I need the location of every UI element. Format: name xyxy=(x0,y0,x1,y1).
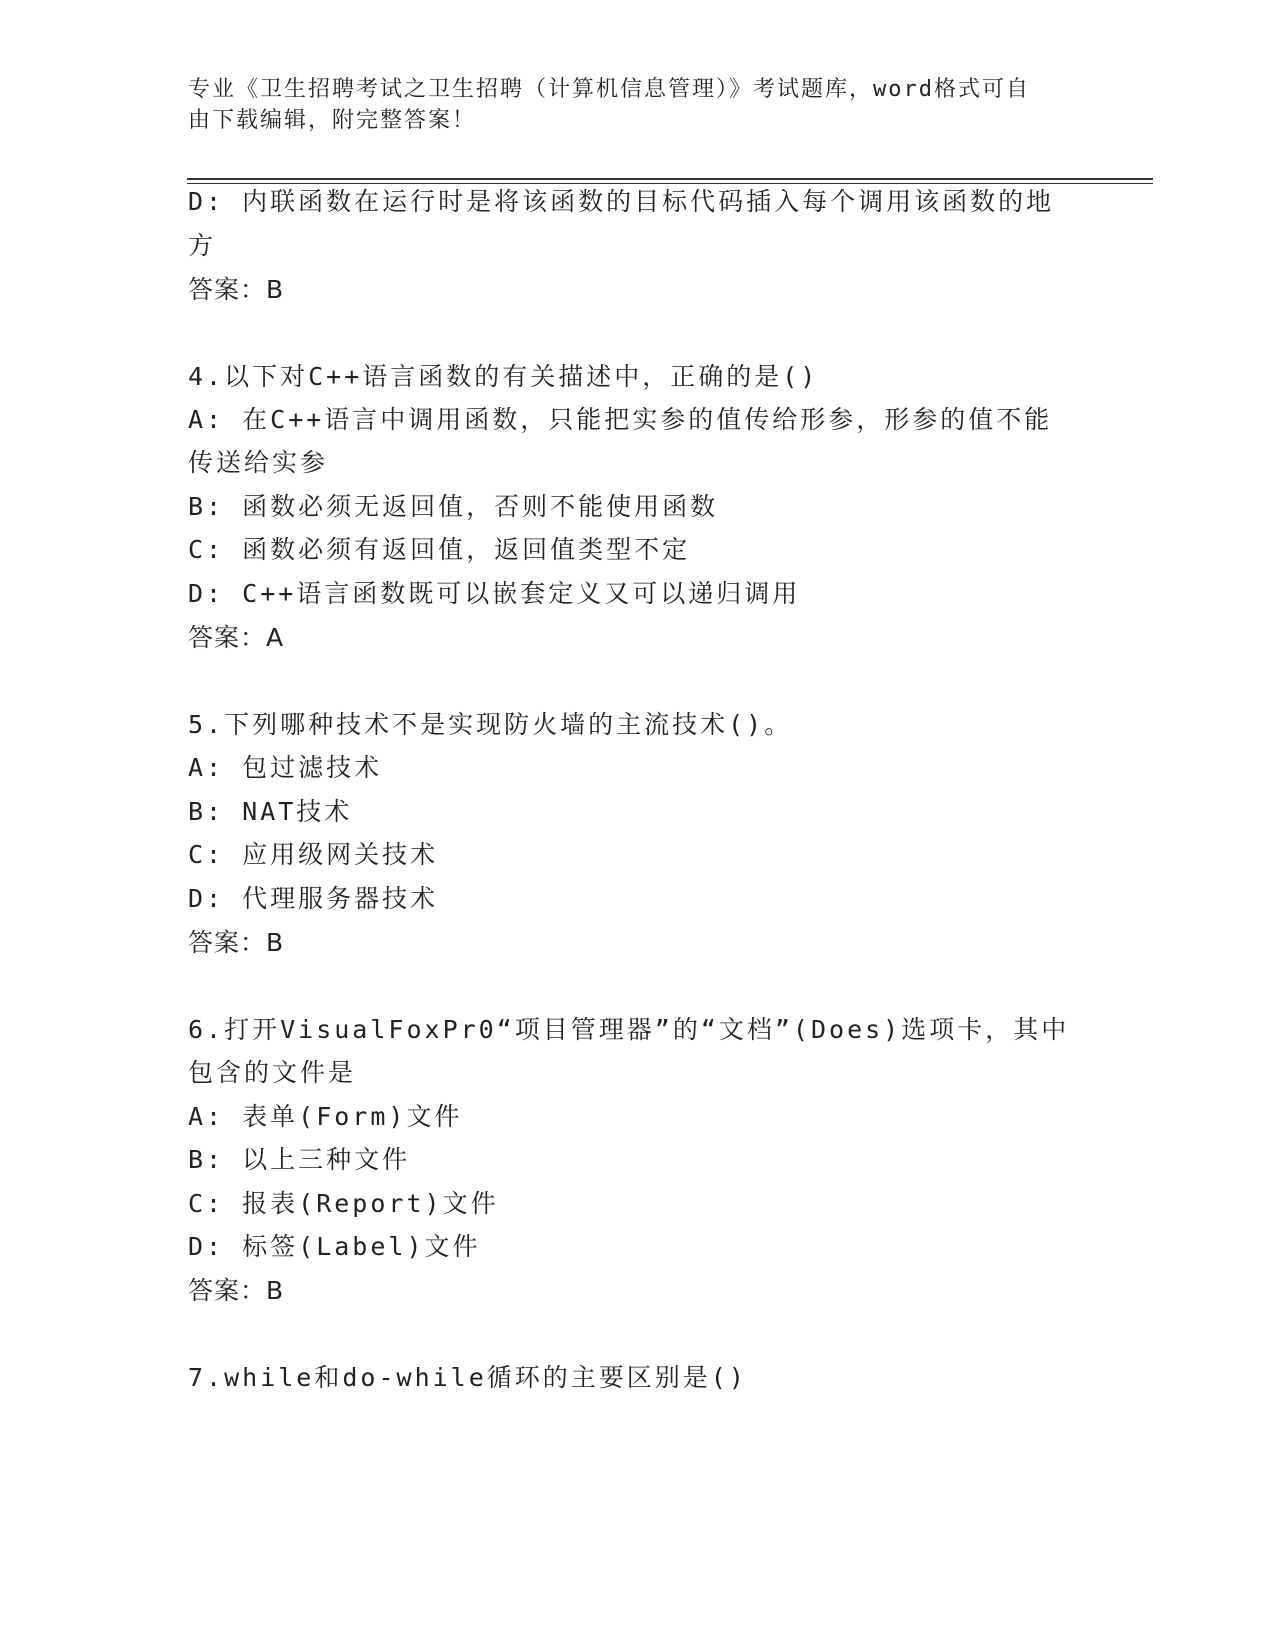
q6-stem-line-1: 6.打开VisualFoxPr0“项目管理器”的“文档”(Does)选项卡，其中 xyxy=(188,1015,1070,1044)
q4-option-a-line-2: 传送给实参 xyxy=(188,448,329,477)
q5-option-c: C: 应用级网关技术 xyxy=(188,840,439,869)
q6-option-a: A: 表单(Form)文件 xyxy=(188,1102,463,1131)
q7-stem: 7.while和do-while循环的主要区别是() xyxy=(188,1363,747,1392)
q3-option-d-line-2: 方 xyxy=(188,231,217,260)
header-rule-thick xyxy=(187,178,1153,180)
header-line-2: 由下载编辑，附完整答案！ xyxy=(188,108,477,133)
q3-option-d-line-1: D: 内联函数在运行时是将该函数的目标代码插入每个调用该函数的地 xyxy=(188,187,1055,216)
q5-stem: 5.下列哪种技术不是实现防火墙的主流技术()。 xyxy=(188,710,793,739)
q6-answer: 答案：B xyxy=(188,1276,285,1305)
q4-option-d: D: C++语言函数既可以嵌套定义又可以递归调用 xyxy=(188,579,801,608)
q6-option-d: D: 标签(Label)文件 xyxy=(188,1232,481,1261)
q4-answer: 答案：A xyxy=(188,623,285,652)
q5-option-d: D: 代理服务器技术 xyxy=(188,884,439,913)
q5-answer: 答案：B xyxy=(188,928,285,957)
page-header xyxy=(188,74,1068,136)
q4-option-b: B: 函数必须无返回值，否则不能使用函数 xyxy=(188,492,719,521)
q6-stem-line-2: 包含的文件是 xyxy=(188,1058,357,1087)
q5-option-b: B: NAT技术 xyxy=(188,797,353,826)
header-rule-thin xyxy=(187,183,1153,184)
q4-option-c: C: 函数必须有返回值，返回值类型不定 xyxy=(188,535,691,564)
q4-option-a-line-1: A: 在C++语言中调用函数，只能把实参的值传给形参，形参的值不能 xyxy=(188,405,1053,434)
q6-option-b: B: 以上三种文件 xyxy=(188,1145,411,1174)
q3-answer: 答案：B xyxy=(188,275,285,304)
header-line-1: 专业《卫生招聘考试之卫生招聘（计算机信息管理）》考试题库，word格式可自 xyxy=(188,77,1030,102)
q6-option-c: C: 报表(Report)文件 xyxy=(188,1189,499,1218)
q5-option-a: A: 包过滤技术 xyxy=(188,753,383,782)
q4-stem: 4.以下对C++语言函数的有关描述中，正确的是() xyxy=(188,362,819,391)
